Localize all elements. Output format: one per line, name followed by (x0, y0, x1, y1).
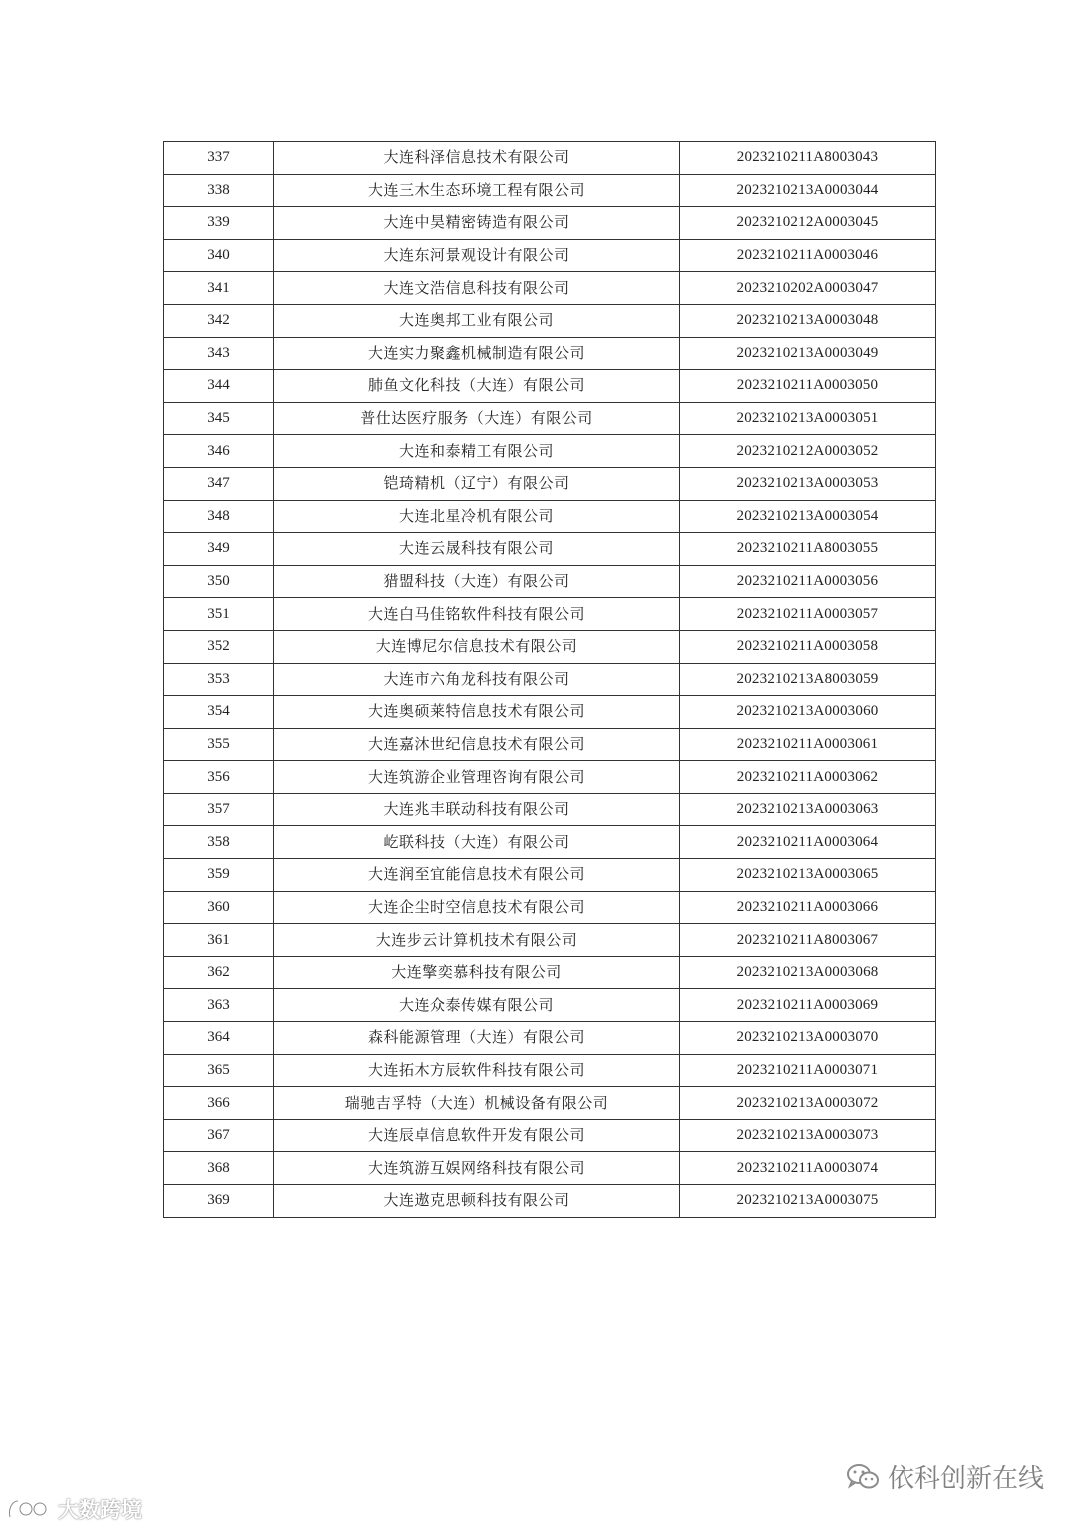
company-name-cell: 大连筑游互娱网络科技有限公司 (274, 1152, 680, 1185)
table-row (164, 761, 936, 794)
table-row (164, 1022, 936, 1055)
company-name-cell: 大连和泰精工有限公司 (274, 435, 680, 468)
watermark-wechat (846, 1458, 1044, 1495)
row-number-cell: 354 (164, 696, 274, 729)
registry-table-body (164, 142, 936, 1218)
registration-code-cell: 2023210213A0003048 (680, 304, 936, 337)
table-row (164, 533, 936, 566)
registration-code-cell: 2023210213A8003059 (680, 663, 936, 696)
registration-code-cell: 2023210211A0003064 (680, 826, 936, 859)
row-number-cell: 366 (164, 1087, 274, 1120)
registration-code-cell: 2023210213A0003065 (680, 859, 936, 892)
table-row (164, 793, 936, 826)
row-number-cell: 337 (164, 142, 274, 175)
company-name-cell: 大连奥邦工业有限公司 (274, 304, 680, 337)
company-name-cell: 大连白马佳铭软件科技有限公司 (274, 598, 680, 631)
row-number-cell: 351 (164, 598, 274, 631)
row-number-cell: 367 (164, 1119, 274, 1152)
row-number-cell: 353 (164, 663, 274, 696)
row-number-cell: 352 (164, 630, 274, 663)
company-name-cell: 大连文浩信息科技有限公司 (274, 272, 680, 305)
row-number-cell: 338 (164, 174, 274, 207)
registration-code-cell: 2023210211A0003050 (680, 370, 936, 403)
registration-code-cell: 2023210211A0003056 (680, 565, 936, 598)
row-number-cell: 364 (164, 1022, 274, 1055)
row-number-cell: 368 (164, 1152, 274, 1185)
table-row (164, 1185, 936, 1218)
registration-code-cell: 2023210212A0003045 (680, 207, 936, 240)
watermark-right-text: 依科创新在线 (887, 1464, 1044, 1494)
row-number-cell: 359 (164, 859, 274, 892)
registration-code-cell: 2023210213A0003070 (680, 1022, 936, 1055)
row-number-cell: 360 (164, 891, 274, 924)
table-row (164, 207, 936, 240)
row-number-cell: 341 (164, 272, 274, 305)
company-name-cell: 大连北星冷机有限公司 (274, 500, 680, 533)
company-name-cell: 大连企尘时空信息技术有限公司 (274, 891, 680, 924)
table-row (164, 891, 936, 924)
table-row (164, 598, 936, 631)
row-number-cell: 342 (164, 304, 274, 337)
table-row (164, 696, 936, 729)
registration-code-cell: 2023210213A0003072 (680, 1087, 936, 1120)
table-row (164, 989, 936, 1022)
table-row (164, 142, 936, 175)
watermark-left-text: 大数跨境 (58, 1498, 142, 1522)
registration-code-cell: 2023210211A0003074 (680, 1152, 936, 1185)
company-name-cell: 大连市六角龙科技有限公司 (274, 663, 680, 696)
company-name-cell: 大连中昊精密铸造有限公司 (274, 207, 680, 240)
table-row (164, 239, 936, 272)
registration-code-cell: 2023210213A0003044 (680, 174, 936, 207)
registry-table (163, 141, 936, 1218)
registration-code-cell: 2023210211A0003058 (680, 630, 936, 663)
company-name-cell: 大连实力聚鑫机械制造有限公司 (274, 337, 680, 370)
row-number-cell: 343 (164, 337, 274, 370)
row-number-cell: 346 (164, 435, 274, 468)
table-row (164, 630, 936, 663)
registration-code-cell: 2023210211A0003069 (680, 989, 936, 1022)
registration-code-cell: 2023210211A0003071 (680, 1054, 936, 1087)
row-number-cell: 369 (164, 1185, 274, 1218)
table-row (164, 663, 936, 696)
table-row (164, 1054, 936, 1087)
company-name-cell: 大连云晟科技有限公司 (274, 533, 680, 566)
table-row (164, 859, 936, 892)
table-row (164, 1087, 936, 1120)
table-row (164, 272, 936, 305)
row-number-cell: 347 (164, 467, 274, 500)
company-name-cell: 大连东河景观设计有限公司 (274, 239, 680, 272)
registration-code-cell: 2023210213A0003063 (680, 793, 936, 826)
company-name-cell: 大连拓木方辰软件科技有限公司 (274, 1054, 680, 1087)
registration-code-cell: 2023210213A0003053 (680, 467, 936, 500)
registration-code-cell: 2023210211A0003046 (680, 239, 936, 272)
company-name-cell: 肺鱼文化科技（大连）有限公司 (274, 370, 680, 403)
row-number-cell: 344 (164, 370, 274, 403)
company-name-cell: 普仕达医疗服务（大连）有限公司 (274, 402, 680, 435)
company-name-cell: 大连辰卓信息软件开发有限公司 (274, 1119, 680, 1152)
table-row (164, 956, 936, 989)
registration-code-cell: 2023210213A0003049 (680, 337, 936, 370)
wechat-icon (846, 1463, 880, 1491)
table-row (164, 467, 936, 500)
registration-code-cell: 2023210213A0003051 (680, 402, 936, 435)
row-number-cell: 357 (164, 793, 274, 826)
company-name-cell: 大连博尼尔信息技术有限公司 (274, 630, 680, 663)
registration-code-cell: 2023210213A0003075 (680, 1185, 936, 1218)
row-number-cell: 358 (164, 826, 274, 859)
table-row (164, 1119, 936, 1152)
registration-code-cell: 2023210211A0003062 (680, 761, 936, 794)
table-row (164, 337, 936, 370)
table-row (164, 402, 936, 435)
registration-code-cell: 2023210202A0003047 (680, 272, 936, 305)
company-name-cell: 大连奥硕莱特信息技术有限公司 (274, 696, 680, 729)
company-name-cell: 大连兆丰联动科技有限公司 (274, 793, 680, 826)
registration-code-cell: 2023210211A0003057 (680, 598, 936, 631)
company-name-cell: 大连擎奕慕科技有限公司 (274, 956, 680, 989)
row-number-cell: 345 (164, 402, 274, 435)
registration-code-cell: 2023210211A0003066 (680, 891, 936, 924)
row-number-cell: 340 (164, 239, 274, 272)
company-name-cell: 屹联科技（大连）有限公司 (274, 826, 680, 859)
registration-code-cell: 2023210213A0003068 (680, 956, 936, 989)
company-name-cell: 大连遨克思顿科技有限公司 (274, 1185, 680, 1218)
row-number-cell: 361 (164, 924, 274, 957)
table-row (164, 370, 936, 403)
registration-code-cell: 2023210211A0003061 (680, 728, 936, 761)
registration-code-cell: 2023210211A8003067 (680, 924, 936, 957)
company-name-cell: 铠琦精机（辽宁）有限公司 (274, 467, 680, 500)
row-number-cell: 350 (164, 565, 274, 598)
row-number-cell: 356 (164, 761, 274, 794)
table-row (164, 924, 936, 957)
company-name-cell: 大连众泰传媒有限公司 (274, 989, 680, 1022)
registration-code-cell: 2023210211A8003043 (680, 142, 936, 175)
company-name-cell: 大连科泽信息技术有限公司 (274, 142, 680, 175)
registration-code-cell: 2023210213A0003054 (680, 500, 936, 533)
company-name-cell: 大连润至宜能信息技术有限公司 (274, 859, 680, 892)
company-name-cell: 大连嘉沐世纪信息技术有限公司 (274, 728, 680, 761)
company-name-cell: 瑞驰吉孚特（大连）机械设备有限公司 (274, 1087, 680, 1120)
company-name-cell: 森科能源管理（大连）有限公司 (274, 1022, 680, 1055)
table-row (164, 174, 936, 207)
row-number-cell: 362 (164, 956, 274, 989)
registration-code-cell: 2023210213A0003060 (680, 696, 936, 729)
registration-code-cell: 2023210213A0003073 (680, 1119, 936, 1152)
watermark-brand (6, 1494, 142, 1524)
row-number-cell: 349 (164, 533, 274, 566)
row-number-cell: 365 (164, 1054, 274, 1087)
table-row (164, 1152, 936, 1185)
registration-code-cell: 2023210211A8003055 (680, 533, 936, 566)
logo-icon (6, 1497, 52, 1521)
table-row (164, 304, 936, 337)
row-number-cell: 339 (164, 207, 274, 240)
table-row (164, 728, 936, 761)
table-row (164, 435, 936, 468)
table-row (164, 565, 936, 598)
row-number-cell: 348 (164, 500, 274, 533)
registration-code-cell: 2023210212A0003052 (680, 435, 936, 468)
table-row (164, 500, 936, 533)
company-name-cell: 大连三木生态环境工程有限公司 (274, 174, 680, 207)
row-number-cell: 355 (164, 728, 274, 761)
company-name-cell: 大连筑游企业管理咨询有限公司 (274, 761, 680, 794)
company-name-cell: 大连步云计算机技术有限公司 (274, 924, 680, 957)
table-row (164, 826, 936, 859)
row-number-cell: 363 (164, 989, 274, 1022)
company-name-cell: 猎盟科技（大连）有限公司 (274, 565, 680, 598)
